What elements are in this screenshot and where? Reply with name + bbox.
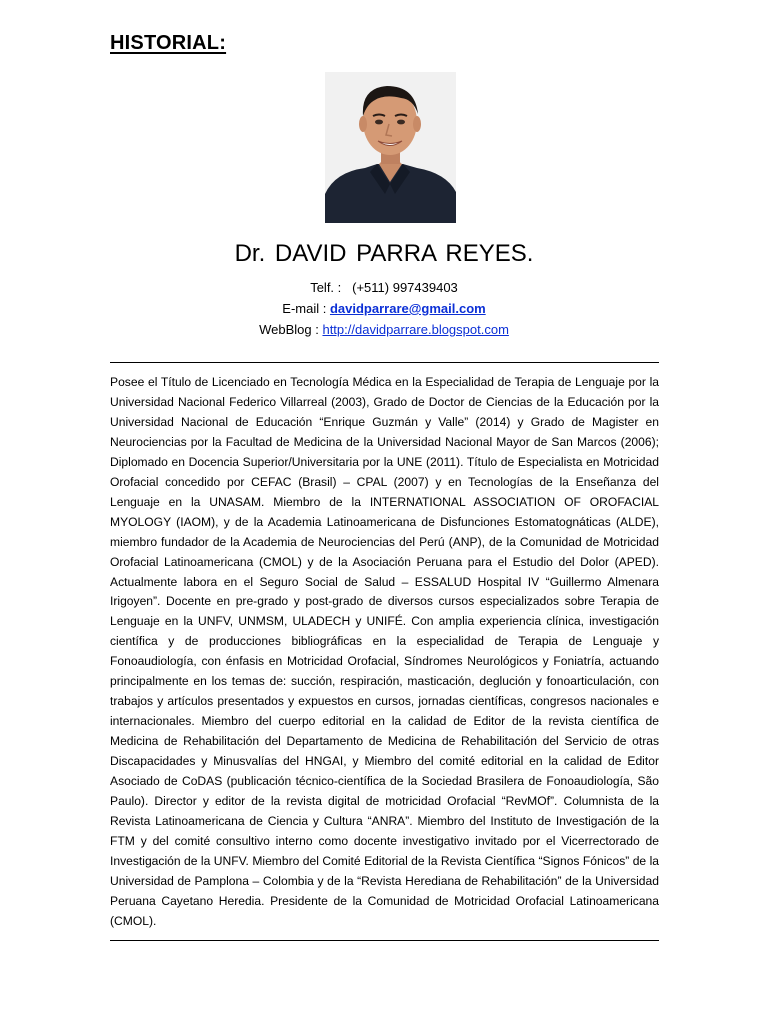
- profile-photo-illustration: [325, 72, 456, 223]
- person-name: Dr. DAVID PARRA REYES.: [234, 240, 534, 267]
- divider-bottom: [110, 940, 659, 941]
- divider-top: [110, 362, 659, 363]
- blog-label: WebBlog :: [259, 322, 319, 337]
- phone-value: (+511) 997439403: [352, 280, 458, 295]
- blog-line: [0, 322, 768, 337]
- profile-photo: [325, 72, 456, 223]
- email-link[interactable]: davidparrare@gmail.com: [329, 301, 486, 316]
- phone-label: Telf. :: [310, 280, 342, 295]
- section-heading: HISTORIAL:: [110, 32, 227, 54]
- email-line: [0, 301, 768, 316]
- phone-line: [0, 280, 768, 295]
- blog-link[interactable]: http://davidparrare.blogspot.com: [322, 322, 509, 337]
- biography-paragraph: Posee el Título de Licenciado en Tecnología Médica en la Especialidad de Terapia de Lenguaje por la Universidad Nacional Federico Villarreal (2003), Grado de Doctor de Ciencias de la Educación por la Universidad Nacional de Educación “Enrique Guzmán y Valle” (2014) y Grado de Magister en Neurociencias por la Facultad de Medicina de la Universidad Nacional Mayor de San Marcos (2006); Diplomado en Docencia Superior/Universitaria por la UNE (2011). Título de Especialista en Motricidad Orofacial concedido por CEFAC (Brasil) – CPAL (2007) y en Tecnologías de la Enseñanza del Lenguaje en la UNASAM. Miembro de la INTERNATIONAL ASSOCIATION OF OROFACIAL MYOLOGY (IAOM), y de la Academia Latinoamericana de Disfunciones Estomatognáticas (ALDE), miembro fundador de la Academia de Neurociencias del Perú (ANP), de la Comunidad de Motricidad Orofacial Latinoamericana (CMOL) y de la Asociación Peruana para el Estudio del Dolor (APED). Actualmente labora en el Seguro Social de Salud – ESSALUD Hospital IV “Guillermo Almenara Irigoyen”. Docente en pre-grado y post-grado de diversos cursos especializados sobre Terapia de Lenguaje en la UNFV, UNMSM, ULADECH y UNIFÉ. Con amplia experiencia clínica, investigación científica y de producciones bibliográficas en la especialidad de Terapia de Lenguaje y Fonoaudiología, con énfasis en Motricidad Orofacial, Síndromes Neurológicos y Foniatría, actuando principalmente en los temas de: succión, respiración, masticación, deglución y fonoarticulación, con trabajos y artículos presentados y expuestos en cursos, jornadas científicas, congresos nacionales e internacionales. Miembro del cuerpo editorial en la calidad de Editor de la revista científica de Medicina de Rehabilitación del Departamento de Medicina de Rehabilitación del Servicio de otras Discapacidades y Minusvalías del HNGAI, y Miembro del comité editorial en la calidad de Editor Asociado de CoDAS (publicación técnico-científica de la Sociedad Brasilera de Fonoaudiología, São Paulo). Director y editor de la revista digital de motricidad Orofacial “RevMOf”. Columnista de la Revista Latinoamericana de Ciencia y Cultura “ANRA”. Miembro del Instituto de Investigación de la FTM y del comité consultivo interno como docente investigativo invitado por el Vicerrectorado de Investigación de la UNFV. Miembro del Comité Editorial de la Revista Científica “Signos Fónicos” de la Universidad de Pamplona – Colombia y de la “Revista Herediana de Rehabilitación” de la Universidad Peruana Cayetano Heredia. Presidente de la Comunidad de Motricidad Orofacial Latinoamericana (CMOL).: [110, 375, 659, 928]
- email-label: E-mail :: [282, 301, 327, 316]
